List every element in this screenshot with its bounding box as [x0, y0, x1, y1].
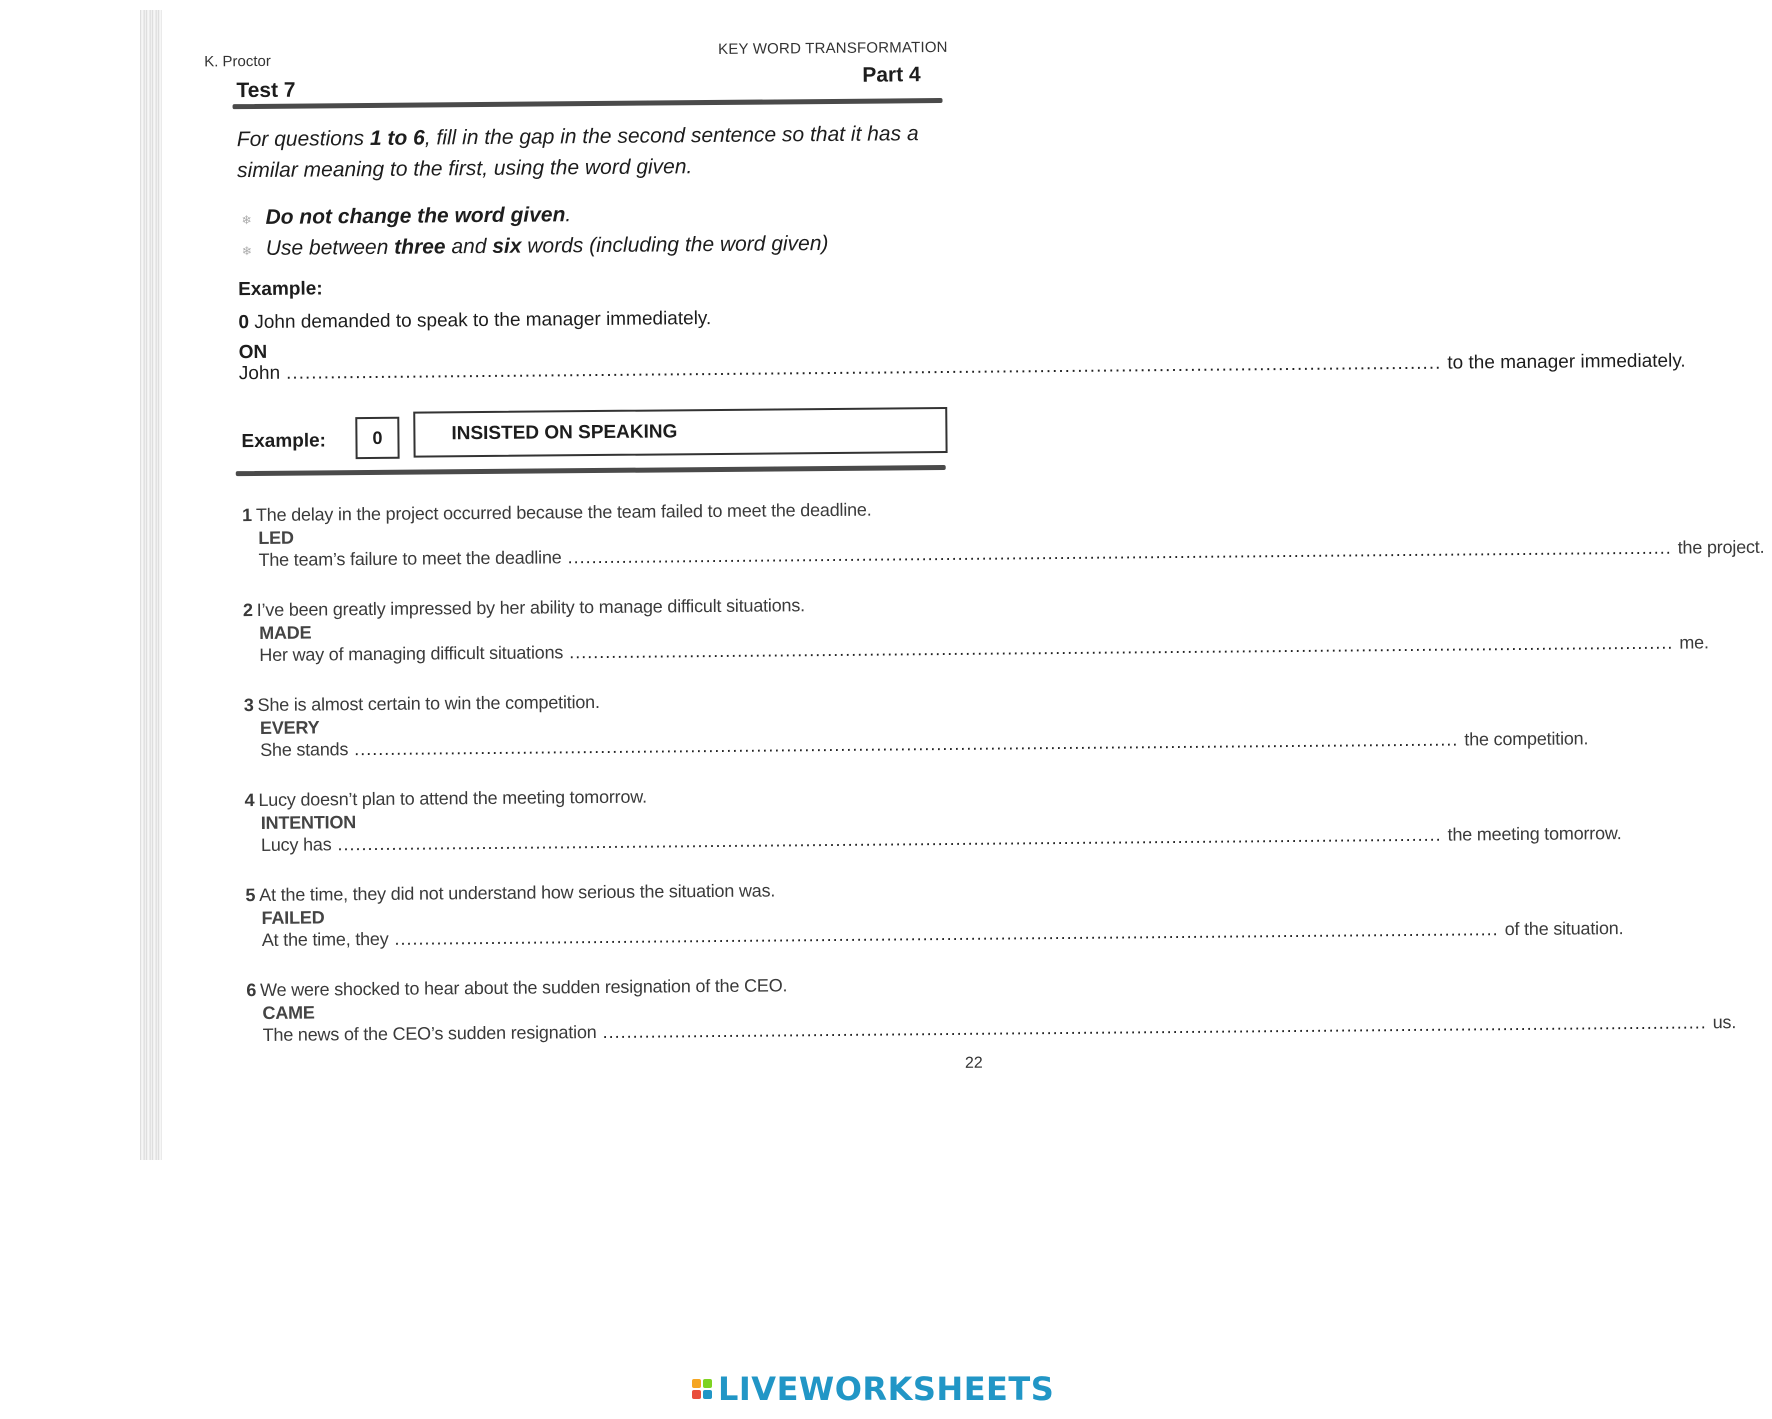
- logo-square-2: [703, 1379, 712, 1388]
- question-before: Her way of managing difficult situations: [259, 642, 564, 665]
- question-keyword: EVERY: [259, 717, 320, 738]
- liveworksheets-text: LIVEWORKSHEETS: [718, 1370, 1055, 1408]
- example-heading: Example:: [238, 278, 323, 301]
- answer-number-box: 0: [355, 417, 399, 459]
- example-gap: [286, 353, 1441, 385]
- author-name: K. Proctor: [204, 52, 271, 71]
- liveworksheets-logo-icon: [692, 1379, 712, 1399]
- question-sentence-text: She is almost certain to win the competition.: [257, 692, 600, 715]
- question-number: 4: [244, 790, 255, 811]
- example-before: John: [238, 362, 281, 385]
- question-after: of the situation.: [1504, 918, 1624, 940]
- logo-square-3: [692, 1390, 701, 1399]
- question-after: me.: [1679, 632, 1709, 653]
- question-after: the meeting tomorrow.: [1447, 823, 1622, 845]
- part-title: Part 4: [862, 63, 921, 87]
- instructions: [237, 118, 958, 186]
- question-after: the competition.: [1464, 728, 1589, 750]
- question-sentence-text: I’ve been greatly impressed by her ability to manage difficult situations.: [256, 595, 805, 620]
- question-keyword: LED: [258, 527, 294, 548]
- question-sentence-text: Lucy doesn’t plan to attend the meeting tomorrow.: [258, 786, 647, 810]
- question-after: the project.: [1677, 536, 1765, 558]
- header-divider: [233, 98, 943, 109]
- question-keyword: FAILED: [261, 907, 325, 928]
- question-number: 5: [245, 885, 256, 906]
- example-sentence: [238, 308, 711, 334]
- question-before: The news of the CEO’s sudden resignation: [262, 1022, 597, 1045]
- answer-box: [413, 407, 947, 458]
- instructions-pre: For questions: [236, 126, 371, 152]
- question-2: [242, 594, 1709, 666]
- rule1-tail: .: [565, 203, 572, 227]
- example-after: to the manager immediately.: [1447, 350, 1686, 374]
- instructions-post: , fill in the gap in the second sentence so that it has a similar meaning to the first, using the word given.: [237, 122, 919, 183]
- example-keyword: ON: [238, 341, 268, 364]
- question-1: [242, 499, 1765, 571]
- example-answer: INSISTED ON SPEAKING: [451, 421, 678, 445]
- rule2-b1: three: [394, 235, 446, 259]
- question-5: [245, 879, 1624, 951]
- rule1-bold: Do not change the word given: [265, 203, 566, 229]
- logo-square-1: [692, 1379, 701, 1388]
- question-number: 2: [242, 600, 253, 621]
- question-6: [246, 974, 1737, 1046]
- rule2-pre: Use between: [265, 235, 395, 260]
- test-title: Test 7: [236, 78, 296, 103]
- question-sentence-text: The delay in the project occurred because the team failed to meet the deadline.: [255, 499, 872, 526]
- bullet-icon: ❄: [241, 213, 252, 228]
- question-keyword: INTENTION: [260, 812, 357, 833]
- question-keyword: MADE: [259, 622, 312, 643]
- question-3: [243, 689, 1589, 761]
- question-before: Lucy has: [260, 834, 332, 855]
- page-number: 22: [964, 1054, 983, 1072]
- answer-example-label: Example:: [241, 430, 327, 453]
- question-sentence-text: At the time, they did not understand how serious the situation was.: [259, 880, 776, 905]
- question-sentence-text: We were shocked to hear about the sudden resignation of the CEO.: [259, 975, 788, 1000]
- question-number: 6: [246, 980, 257, 1001]
- example-sentence-text: John demanded to speak to the manager immediately.: [254, 308, 712, 334]
- example-number: 0: [238, 312, 250, 334]
- question-after: us.: [1712, 1012, 1737, 1033]
- example-divider: [236, 465, 946, 476]
- question-before: She stands: [260, 739, 349, 760]
- section-title: KEY WORD TRANSFORMATION: [717, 38, 948, 58]
- rule-do-not-change: [241, 203, 571, 230]
- rule-word-count: [242, 232, 829, 261]
- question-keyword: CAME: [262, 1002, 315, 1023]
- question-before: At the time, they: [261, 928, 389, 950]
- rule2-mid: and: [445, 234, 493, 259]
- rule2-b2: six: [492, 234, 522, 258]
- logo-square-4: [703, 1390, 712, 1399]
- instructions-range: 1 to 6: [369, 126, 425, 150]
- question-4: [244, 784, 1622, 856]
- liveworksheets-logo: [692, 1370, 1054, 1408]
- bullet-icon: ❄: [241, 244, 252, 259]
- question-number: 1: [242, 505, 253, 526]
- question-number: 3: [243, 695, 254, 716]
- question-before: The team’s failure to meet the deadline: [258, 547, 562, 570]
- rule2-post: words (including the word given): [521, 231, 829, 258]
